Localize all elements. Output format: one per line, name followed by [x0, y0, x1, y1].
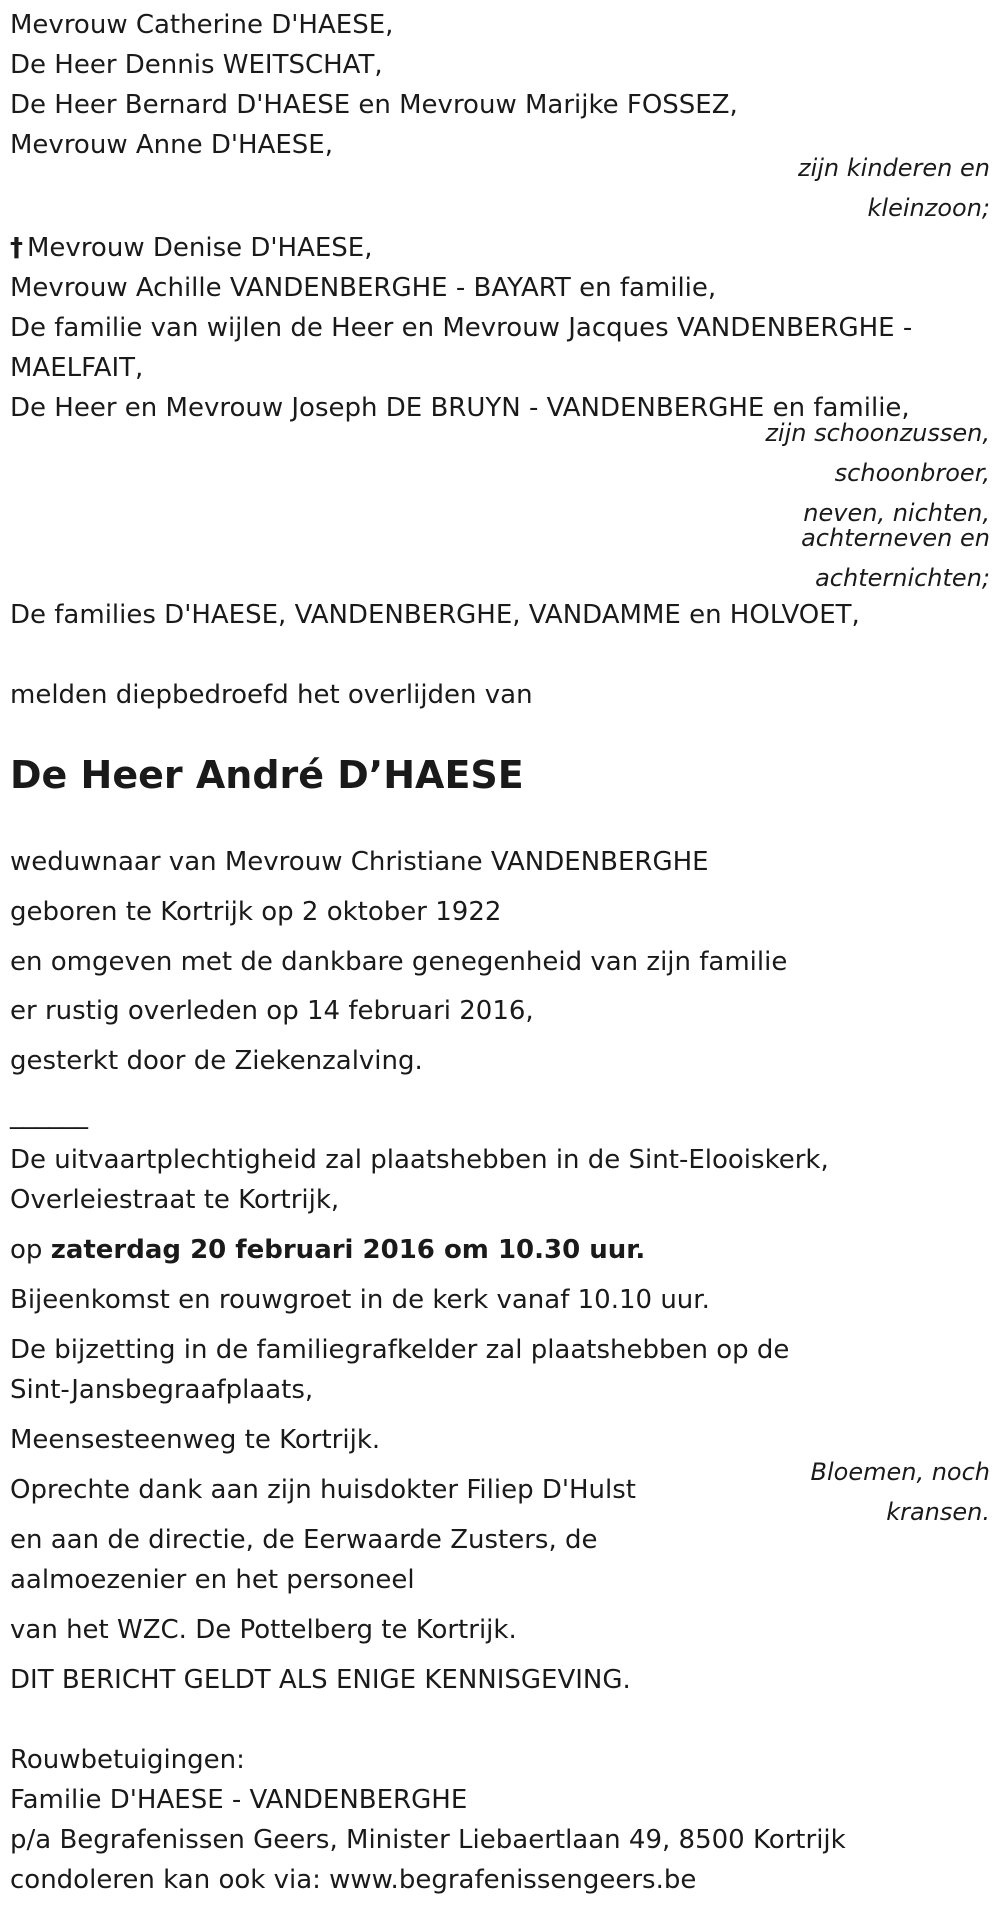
- relation-note: achternichten;: [815, 564, 990, 592]
- thanks-line: Oprechte dank aan zijn huisdokter Filiep D'Hulst: [10, 1475, 636, 1505]
- relation-note: schoonbroer,: [834, 459, 990, 487]
- relative-text: Mevrouw Denise D'HAESE,: [27, 233, 373, 263]
- funeral-date: [10, 1230, 645, 1270]
- detail-line: er rustig overleden op 14 februari 2016,: [10, 996, 534, 1026]
- burial-line: De bijzetting in de familiegrafkelder zal plaatshebben op de: [10, 1335, 790, 1365]
- notice-line: DIT BERICHT GELDT ALS ENIGE KENNISGEVING.: [10, 1665, 631, 1695]
- relative-line: MAELFAIT,: [10, 353, 144, 383]
- relation-note: zijn schoonzussen,: [765, 419, 990, 447]
- relation-note: neven, nichten,: [803, 499, 990, 527]
- condolences-address: p/a Begrafenissen Geers, Minister Liebaertlaan 49, 8500 Kortrijk: [10, 1825, 846, 1855]
- condolences-online: condoleren kan ook via: www.begrafenissengeers.be: [10, 1865, 697, 1895]
- condolences-heading: Rouwbetuigingen:: [10, 1745, 245, 1775]
- relative-line: De Heer en Mevrouw Joseph DE BRUYN - VANDENBERGHE en familie,: [10, 393, 910, 423]
- families-line: De families D'HAESE, VANDENBERGHE, VANDAMME en HOLVOET,: [10, 600, 860, 630]
- funeral-date-bold: zaterdag 20 februari 2016 om 10.30 uur.: [50, 1235, 646, 1265]
- cross-icon: †: [10, 233, 23, 263]
- relative-line: Mevrouw Catherine D'HAESE,: [10, 10, 394, 40]
- burial-line: Sint-Jansbegraafplaats,: [10, 1375, 314, 1405]
- relative-line: De Heer Bernard D'HAESE en Mevrouw Marijke FOSSEZ,: [10, 90, 738, 120]
- detail-line: geboren te Kortrijk op 2 oktober 1922: [10, 897, 502, 927]
- thanks-line: en aan de directie, de Eerwaarde Zusters, de: [10, 1525, 598, 1555]
- detail-line: gesterkt door de Ziekenzalving.: [10, 1046, 423, 1076]
- relative-line: De Heer Dennis WEITSCHAT,: [10, 50, 383, 80]
- flowers-note: Bloemen, noch: [810, 1458, 990, 1486]
- relation-note: kleinzoon;: [867, 194, 990, 222]
- detail-line: en omgeven met de dankbare genegenheid van zijn familie: [10, 947, 788, 977]
- relative-line: [10, 228, 373, 268]
- relative-line: Mevrouw Anne D'HAESE,: [10, 130, 333, 160]
- relative-line: Mevrouw Achille VANDENBERGHE - BAYART en familie,: [10, 273, 717, 303]
- announcement: melden diepbedroefd het overlijden van: [10, 680, 533, 710]
- thanks-line: aalmoezenier en het personeel: [10, 1565, 415, 1595]
- flowers-note: kransen.: [886, 1498, 990, 1526]
- relation-note: achterneven en: [801, 524, 990, 552]
- deceased-name: De Heer André D’HAESE: [10, 753, 524, 797]
- funeral-date-prefix: op: [10, 1235, 51, 1265]
- separator: ______: [10, 1100, 88, 1130]
- gathering-line: Bijeenkomst en rouwgroet in de kerk vanaf 10.10 uur.: [10, 1285, 710, 1315]
- burial-line: Meensesteenweg te Kortrijk.: [10, 1425, 381, 1455]
- funeral-location: De uitvaartplechtigheid zal plaatshebben in de Sint-Elooiskerk,: [10, 1145, 829, 1175]
- thanks-line: van het WZC. De Pottelberg te Kortrijk.: [10, 1615, 517, 1645]
- relation-note: zijn kinderen en: [798, 154, 990, 182]
- relative-line: De familie van wijlen de Heer en Mevrouw Jacques VANDENBERGHE -: [10, 313, 913, 343]
- detail-line: weduwnaar van Mevrouw Christiane VANDENBERGHE: [10, 847, 709, 877]
- condolences-family: Familie D'HAESE - VANDENBERGHE: [10, 1785, 468, 1815]
- funeral-location: Overleiestraat te Kortrijk,: [10, 1185, 340, 1215]
